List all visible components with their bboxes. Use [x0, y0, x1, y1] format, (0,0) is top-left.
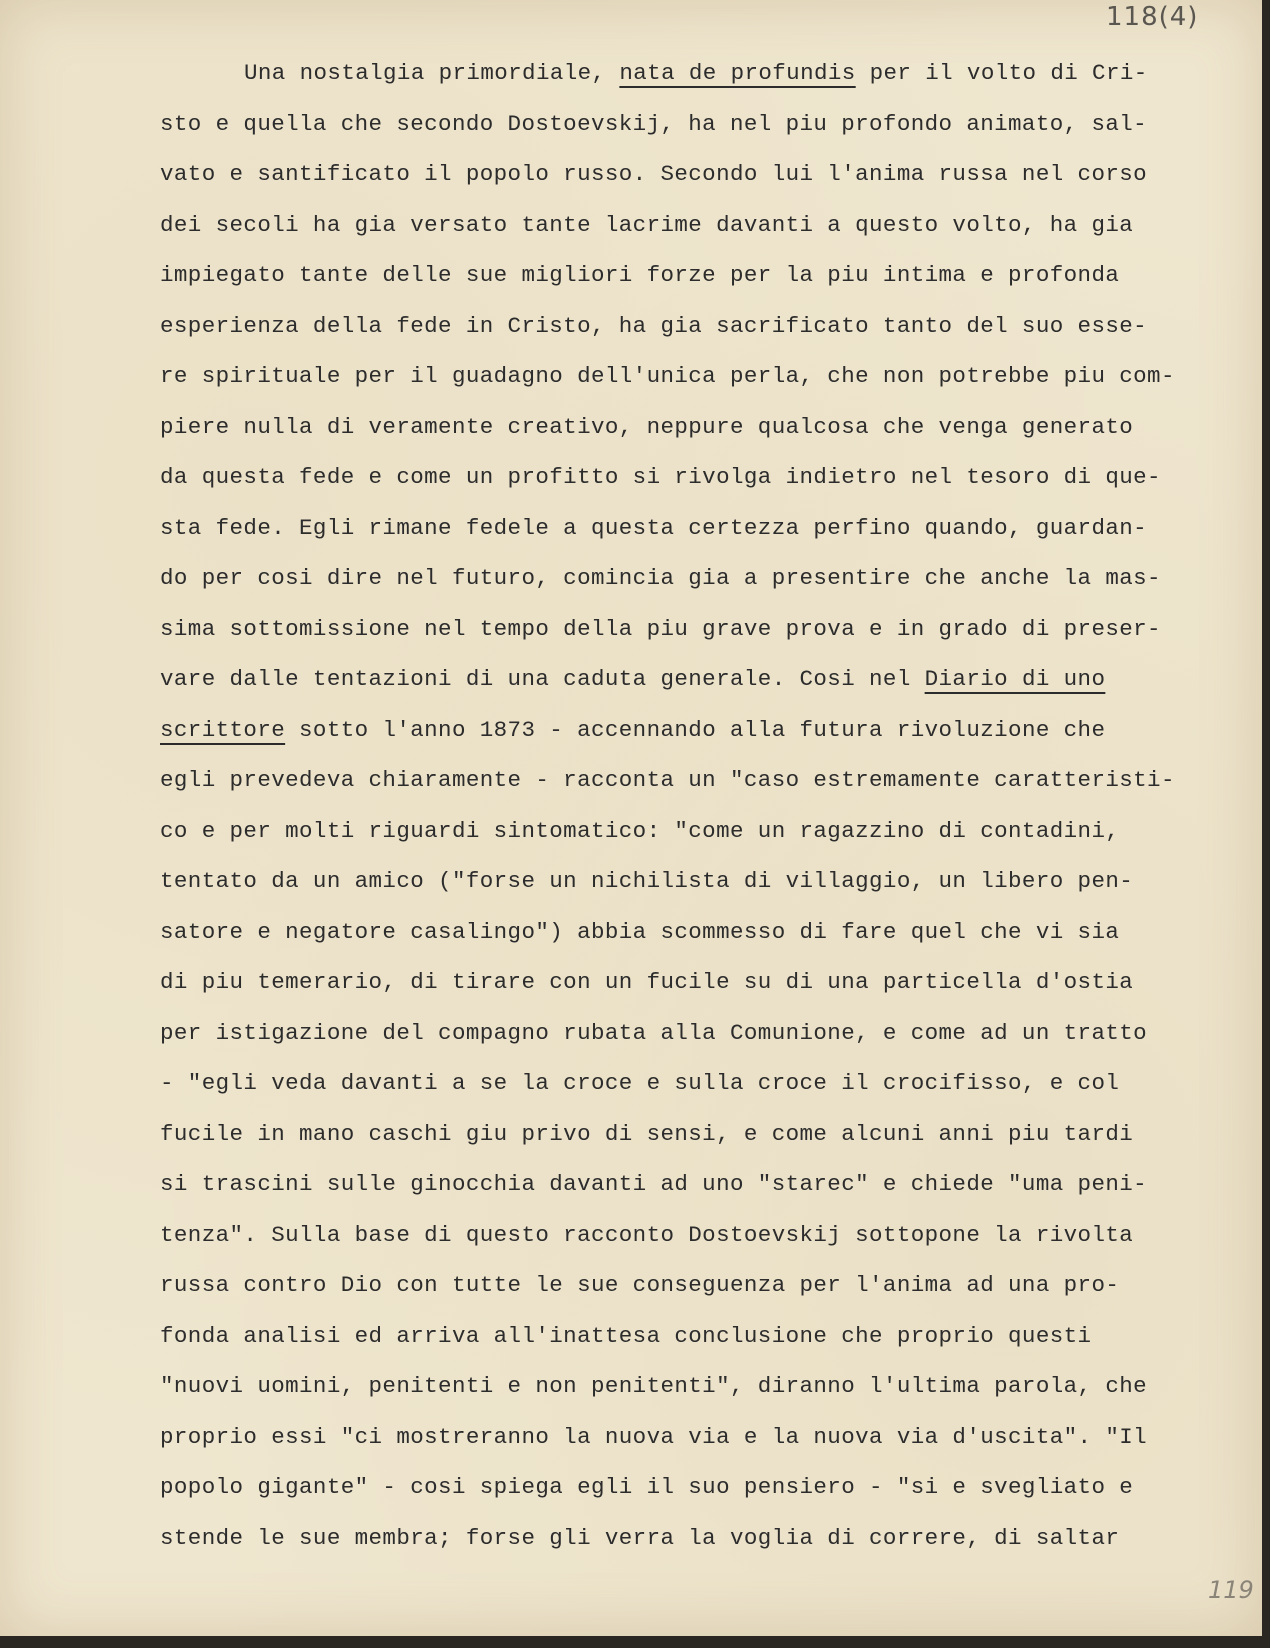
page-number-bottom: 119 [1208, 1576, 1254, 1604]
text-segment: vato e santificato il popolo russo. Secondo lui l'anima russa nel corso [160, 161, 1148, 187]
underlined-text: nata de profundis [619, 60, 856, 86]
text-line [160, 1462, 1245, 1513]
text-segment: stende le sue membra; forse gli verra la voglia di correre, di saltar [160, 1524, 1120, 1551]
text-line [160, 99, 1245, 150]
text-line [160, 149, 1245, 200]
text-segment: re spirituale per il guadagno dell'unica perla, che non potrebbe piu com- [160, 363, 1175, 389]
text-segment: da questa fede e come un profitto si rivolga indietro nel tesoro di que- [160, 464, 1161, 490]
text-line [160, 200, 1245, 251]
text-segment: dei secoli ha gia versato tante lacrime davanti a questo volto, ha gia [160, 211, 1134, 238]
text-line [160, 1311, 1245, 1362]
text-segment: Una nostalgia primordiale, [244, 60, 620, 86]
text-line [160, 351, 1245, 402]
text-segment: impiegato tante delle sue migliori forze per la piu intima e profonda [160, 262, 1120, 288]
text-line [160, 705, 1245, 756]
underlined-text: Diario di uno [924, 666, 1106, 692]
text-line [160, 604, 1245, 655]
text-segment: sima sottomissione nel tempo della piu grave prova e in grado di preser- [160, 615, 1161, 642]
text-segment: per il volto di Cri- [855, 60, 1148, 86]
text-line [160, 1159, 1245, 1210]
text-line [160, 1260, 1245, 1311]
text-segment: vare dalle tentazioni di una caduta generale. Cosi nel [160, 666, 925, 692]
underlined-text: scrittore [160, 716, 286, 743]
text-segment: - "egli veda davanti a se la croce e sulla croce il crocifisso, e col [160, 1070, 1120, 1096]
text-line [160, 402, 1245, 453]
text-segment: co e per molti riguardi sintomatico: "come un ragazzino di contadini, [160, 817, 1120, 844]
text-line [160, 1210, 1245, 1261]
text-line [160, 907, 1245, 958]
text-line [160, 1058, 1245, 1109]
text-line [160, 806, 1245, 857]
text-line [160, 553, 1245, 604]
text-line [160, 250, 1245, 301]
text-segment: esperienza della fede in Cristo, ha gia sacrificato tanto del suo esse- [160, 312, 1148, 339]
text-segment: satore e negatore casalingo") abbia scommesso di fare quel che vi sia [160, 918, 1120, 945]
text-segment: sto e quella che secondo Dostoevskij, ha nel piu profondo animato, sal- [160, 110, 1148, 137]
text-line [160, 1513, 1245, 1564]
text-segment: fonda analisi ed arriva all'inattesa conclusione che proprio questi [160, 1322, 1092, 1349]
text-line [160, 654, 1245, 705]
text-segment: fucile in mano caschi giu privo di sensi, e come alcuni anni piu tardi [160, 1120, 1134, 1147]
text-segment: "nuovi uomini, penitenti e non penitenti", diranno l'ultima parola, che [160, 1373, 1148, 1399]
text-line [160, 957, 1245, 1008]
text-segment: sta fede. Egli rimane fedele a questa certezza perfino quando, guardan- [160, 514, 1148, 541]
text-line [160, 1109, 1245, 1160]
text-segment: si trascini sulle ginocchia davanti ad uno "starec" e chiede "uma peni- [160, 1171, 1148, 1197]
text-line [160, 301, 1245, 352]
text-line [160, 1412, 1245, 1463]
text-line [160, 856, 1245, 907]
text-line [160, 1361, 1245, 1412]
text-segment: sotto l'anno 1873 - accennando alla futura rivoluzione che [285, 716, 1106, 743]
text-line [160, 1008, 1245, 1059]
text-segment: popolo gigante" - cosi spiega egli il suo pensiero - "si e svegliato e [160, 1474, 1134, 1500]
text-line [160, 503, 1245, 554]
text-line [160, 452, 1245, 503]
text-segment: egli prevedeva chiaramente - racconta un "caso estremamente caratteristi- [160, 767, 1175, 793]
text-segment: do per cosi dire nel futuro, comincia gia a presentire che anche la mas- [160, 565, 1161, 591]
typewritten-body [160, 48, 1245, 1563]
text-segment: tenza". Sulla base di questo racconto Dostoevskij sottopone la rivolta [160, 1221, 1134, 1248]
text-segment: proprio essi "ci mostreranno la nuova via e la nuova via d'uscita". "Il [160, 1423, 1148, 1450]
text-line [160, 48, 1245, 99]
text-segment: piere nulla di veramente creativo, neppure qualcosa che venga generato [160, 413, 1134, 440]
text-line [160, 755, 1245, 806]
text-segment: tentato da un amico ("forse un nichilista di villaggio, un libero pen- [160, 868, 1134, 894]
page-number-top: 118(4) [1106, 2, 1199, 32]
text-segment: di piu temerario, di tirare con un fucile su di una particella d'ostia [160, 969, 1134, 995]
text-segment: russa contro Dio con tutte le sue conseguenza per l'anima ad una pro- [160, 1272, 1120, 1298]
text-segment: per istigazione del compagno rubata alla Comunione, e come ad un tratto [160, 1019, 1148, 1046]
